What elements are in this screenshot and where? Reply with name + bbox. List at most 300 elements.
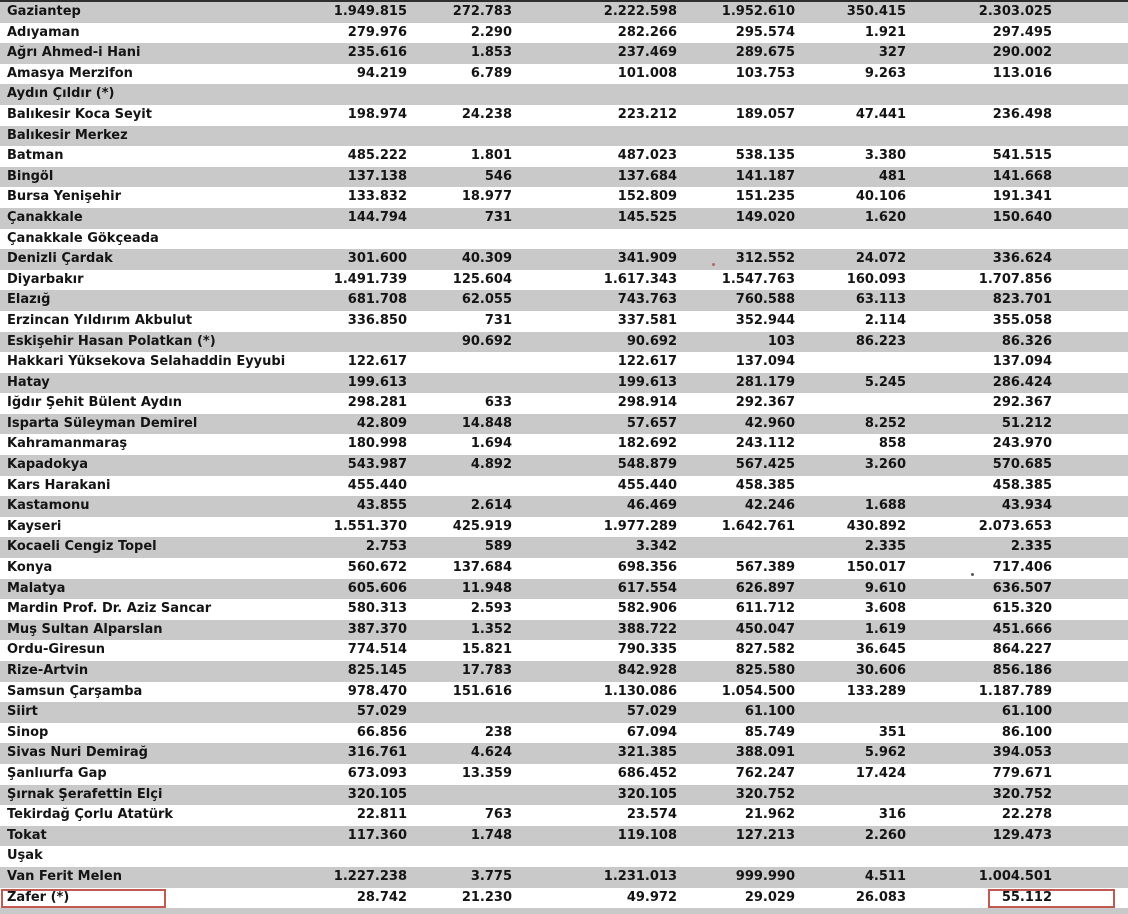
value-cell: 762.247 [735, 765, 795, 781]
value-cell: 282.266 [617, 24, 677, 40]
value-cell: 336.624 [992, 251, 1052, 267]
value-cell: 180.998 [347, 436, 407, 452]
value-cell: 61.100 [1001, 704, 1052, 720]
value-cell [240, 84, 407, 105]
value-cell: 67.094 [626, 724, 677, 740]
value-cell: 113.016 [992, 65, 1052, 81]
value-cell: 633 [484, 395, 512, 411]
value-cell: 3.342 [635, 539, 677, 555]
value-cell: 122.617 [617, 354, 677, 370]
value-cell: 1.227.238 [333, 868, 407, 884]
table-row [0, 84, 1128, 105]
airport-name-cell: Rize-Artvin [7, 663, 89, 678]
value-cell: 1.491.739 [333, 271, 407, 287]
value-cell: 321.385 [617, 745, 677, 761]
value-cell: 698.356 [617, 560, 677, 576]
airport-name-cell: Kastamonu [7, 498, 90, 514]
value-cell [795, 393, 906, 414]
value-cell: 481 [878, 168, 906, 184]
table-row [0, 805, 1128, 826]
value-cell: 57.029 [356, 704, 407, 720]
row-right-margin [1052, 558, 1128, 579]
value-cell: 2.114 [864, 312, 906, 328]
value-cell: 3.608 [864, 601, 906, 617]
value-cell: 289.675 [735, 45, 795, 61]
row-right-margin [1052, 846, 1128, 867]
value-cell: 2.335 [1010, 539, 1052, 555]
value-cell: 11.948 [461, 580, 512, 596]
value-cell: 636.507 [992, 580, 1052, 596]
value-cell: 717.406 [992, 560, 1052, 576]
value-cell: 86.223 [855, 333, 906, 349]
airport-name-cell: Ordu-Giresun [7, 642, 106, 658]
value-cell: 673.093 [347, 765, 407, 781]
value-cell [795, 702, 906, 723]
value-cell: 1.748 [470, 827, 512, 843]
value-cell [512, 126, 677, 147]
value-cell [677, 229, 795, 250]
row-right-margin [1052, 579, 1128, 600]
airport-name-cell: Van Ferit Melen [7, 868, 122, 884]
value-cell: 17.783 [461, 663, 512, 678]
value-cell: 8.252 [864, 415, 906, 431]
value-cell: 823.701 [992, 292, 1052, 308]
value-cell: 337.581 [617, 312, 677, 328]
row-right-margin [1052, 229, 1128, 250]
row-right-margin [1052, 826, 1128, 847]
table-row [0, 599, 1128, 620]
value-cell [677, 846, 795, 867]
highlight-box-zafer-total [988, 889, 1115, 908]
airport-name-cell: Uşak [7, 848, 43, 864]
airport-name-cell: Kayseri [7, 518, 62, 534]
airport-name-cell: Kahramanmaraş [7, 436, 128, 452]
table-row [0, 23, 1128, 44]
value-cell: 858 [878, 436, 906, 452]
value-cell: 6.789 [470, 65, 512, 81]
row-right-margin [1052, 249, 1128, 270]
value-cell [407, 373, 512, 394]
airport-name-cell: Eskişehir Hasan Polatkan (*) [7, 333, 216, 349]
value-cell: 548.879 [617, 457, 677, 473]
value-cell: 272.783 [452, 4, 512, 19]
value-cell: 292.367 [992, 395, 1052, 411]
value-cell [512, 229, 677, 250]
value-cell: 22.811 [356, 807, 407, 823]
dark-speck-artifact [971, 573, 974, 576]
value-cell: 388.091 [735, 745, 795, 761]
airport-name-cell: Kapadokya [7, 457, 89, 473]
value-cell: 4.511 [864, 868, 906, 884]
value-cell: 298.281 [347, 395, 407, 411]
airport-name-cell: Ağrı Ahmed-i Hani [7, 45, 141, 61]
value-cell: 191.341 [992, 189, 1052, 205]
value-cell: 4.624 [470, 745, 512, 761]
value-cell: 1.977.289 [603, 518, 677, 534]
row-right-margin [1052, 2, 1128, 23]
airport-name-cell: Çanakkale Gökçeada [7, 230, 159, 246]
row-right-margin [1052, 764, 1128, 785]
value-cell: 237.469 [617, 45, 677, 61]
value-cell: 151.616 [452, 683, 512, 699]
airport-name-cell: Samsun Çarşamba [7, 683, 143, 699]
table-row [0, 702, 1128, 723]
value-cell: 731 [484, 209, 512, 225]
table-row [0, 496, 1128, 517]
airport-name-cell: Balıkesir Merkez [7, 127, 128, 143]
value-cell: 681.708 [347, 292, 407, 308]
value-cell [677, 126, 795, 147]
row-right-margin [1052, 517, 1128, 538]
airport-name-cell: Amasya Merzifon [7, 65, 133, 81]
row-right-margin [1052, 23, 1128, 44]
value-cell: 3.260 [864, 457, 906, 473]
value-cell: 51.212 [1001, 415, 1052, 431]
value-cell [407, 229, 512, 250]
value-cell: 103.753 [735, 65, 795, 81]
value-cell: 1.707.856 [978, 271, 1052, 287]
table-row [0, 661, 1128, 682]
airport-name-cell: Zafer (*) [7, 889, 70, 905]
value-cell: 57.029 [626, 704, 677, 720]
row-right-margin [1052, 599, 1128, 620]
value-cell: 149.020 [735, 209, 795, 225]
value-cell: 24.072 [855, 251, 906, 267]
airport-name-cell: Iğdır Şehit Bülent Aydın [7, 395, 182, 411]
value-cell: 2.260 [864, 827, 906, 843]
value-cell: 626.897 [735, 580, 795, 596]
airport-name-cell: Gaziantep [7, 4, 81, 19]
value-cell [906, 126, 1052, 147]
value-cell: 458.385 [992, 477, 1052, 493]
value-cell: 117.360 [347, 827, 407, 843]
value-cell: 320.105 [347, 786, 407, 802]
value-cell: 1.853 [470, 45, 512, 61]
value-cell: 103 [767, 333, 795, 349]
value-cell: 541.515 [992, 148, 1052, 164]
value-cell: 119.108 [617, 827, 677, 843]
value-cell: 2.290 [470, 24, 512, 40]
value-cell: 3.775 [470, 868, 512, 884]
value-cell: 243.970 [992, 436, 1052, 452]
value-cell: 150.640 [992, 209, 1052, 225]
value-cell [906, 846, 1052, 867]
row-right-margin [1052, 537, 1128, 558]
table-row [0, 620, 1128, 641]
value-cell: 292.367 [735, 395, 795, 411]
value-cell: 615.320 [992, 601, 1052, 617]
value-cell: 61.100 [744, 704, 795, 720]
row-right-margin [1052, 682, 1128, 703]
value-cell: 236.498 [992, 106, 1052, 122]
value-cell: 235.616 [347, 45, 407, 61]
value-cell: 2.614 [470, 498, 512, 514]
row-right-margin [1052, 702, 1128, 723]
value-cell: 101.008 [617, 65, 677, 81]
value-cell [795, 846, 906, 867]
airport-name-cell: Denizli Çardak [7, 251, 113, 267]
value-cell: 137.684 [452, 560, 512, 576]
value-cell: 4.892 [470, 457, 512, 473]
value-cell [407, 476, 512, 497]
value-cell: 150.017 [846, 560, 906, 576]
value-cell: 1.054.500 [721, 683, 795, 699]
table-row [0, 311, 1128, 332]
table-row [0, 455, 1128, 476]
value-cell: 14.848 [461, 415, 512, 431]
table-row [0, 640, 1128, 661]
table-row [0, 414, 1128, 435]
value-cell: 1.921 [864, 24, 906, 40]
value-cell: 743.763 [617, 292, 677, 308]
airport-name-cell: Siirt [7, 704, 38, 720]
table-row [0, 373, 1128, 394]
value-cell: 686.452 [617, 765, 677, 781]
value-cell: 458.385 [735, 477, 795, 493]
value-cell: 223.212 [617, 106, 677, 122]
value-cell: 141.668 [992, 168, 1052, 184]
value-cell: 43.934 [1001, 498, 1052, 514]
value-cell [407, 126, 512, 147]
value-cell: 42.809 [356, 415, 407, 431]
value-cell: 605.606 [347, 580, 407, 596]
value-cell [407, 84, 512, 105]
value-cell: 1.642.761 [721, 518, 795, 534]
value-cell: 978.470 [347, 683, 407, 699]
airport-name-cell: Şırnak Şerafettin Elçi [7, 786, 163, 802]
value-cell: 137.138 [347, 168, 407, 184]
value-cell: 320.752 [735, 786, 795, 802]
value-cell: 388.722 [617, 621, 677, 637]
value-cell: 617.554 [617, 580, 677, 596]
airport-name-cell: Bursa Yenişehir [7, 189, 122, 205]
value-cell [407, 702, 512, 723]
value-cell: 842.928 [617, 663, 677, 678]
value-cell: 336.850 [347, 312, 407, 328]
airport-name-cell: Adıyaman [7, 24, 80, 40]
value-cell: 125.604 [452, 271, 512, 287]
value-cell: 760.588 [735, 292, 795, 308]
airport-name-cell: Tekirdağ Çorlu Atatürk [7, 807, 174, 823]
value-cell: 320.105 [617, 786, 677, 802]
airport-name-cell: Tokat [7, 827, 47, 843]
airport-name-cell: Kars Harakani [7, 477, 111, 493]
value-cell: 1.949.815 [333, 4, 407, 19]
value-cell: 430.892 [846, 518, 906, 534]
row-right-margin [1052, 270, 1128, 291]
value-cell: 17.424 [855, 765, 906, 781]
table-row [0, 723, 1128, 744]
value-cell: 26.083 [855, 889, 906, 905]
value-cell: 21.230 [461, 889, 512, 905]
value-cell: 856.186 [992, 663, 1052, 678]
value-cell: 774.514 [347, 642, 407, 658]
value-cell: 316.761 [347, 745, 407, 761]
value-cell: 451.666 [992, 621, 1052, 637]
value-cell: 582.906 [617, 601, 677, 617]
row-right-margin [1052, 455, 1128, 476]
table-row [0, 537, 1128, 558]
value-cell: 567.425 [735, 457, 795, 473]
value-cell: 42.246 [744, 498, 795, 514]
value-cell: 316 [878, 807, 906, 823]
value-cell: 827.582 [735, 642, 795, 658]
value-cell: 295.574 [735, 24, 795, 40]
value-cell: 3.380 [864, 148, 906, 164]
table-row [0, 867, 1128, 888]
value-cell: 567.389 [735, 560, 795, 576]
table-row [0, 579, 1128, 600]
table-row [0, 434, 1128, 455]
row-right-margin [1052, 393, 1128, 414]
value-cell: 864.227 [992, 642, 1052, 658]
value-cell: 1.694 [470, 436, 512, 452]
airport-name-cell: Erzincan Yıldırım Akbulut [7, 312, 193, 328]
next-row-partial [0, 908, 1128, 914]
value-cell: 350.415 [846, 4, 906, 19]
value-cell [240, 229, 407, 250]
row-right-margin [1052, 434, 1128, 455]
value-cell: 297.495 [992, 24, 1052, 40]
value-cell: 286.424 [992, 374, 1052, 390]
value-cell: 90.692 [626, 333, 677, 349]
airport-name-cell: Aydın Çıldır (*) [7, 86, 115, 102]
value-cell: 1.352 [470, 621, 512, 637]
value-cell: 779.671 [992, 765, 1052, 781]
airport-name-cell: Malatya [7, 580, 66, 596]
airport-name-cell: Elazığ [7, 292, 51, 308]
value-cell: 5.962 [864, 745, 906, 761]
value-cell: 763 [484, 807, 512, 823]
value-cell: 29.029 [744, 889, 795, 905]
value-cell: 42.960 [744, 415, 795, 431]
row-right-margin [1052, 743, 1128, 764]
value-cell: 2.073.653 [978, 518, 1052, 534]
airport-name-cell: Bingöl [7, 168, 54, 184]
value-cell: 1.952.610 [721, 4, 795, 19]
value-cell: 238 [484, 724, 512, 740]
value-cell: 731 [484, 312, 512, 328]
red-speck-artifact [712, 263, 715, 266]
value-cell: 560.672 [347, 560, 407, 576]
row-right-margin [1052, 64, 1128, 85]
value-cell: 66.856 [356, 724, 407, 740]
value-cell: 151.235 [735, 189, 795, 205]
value-cell: 22.278 [1001, 807, 1052, 823]
value-cell: 825.145 [347, 663, 407, 678]
value-cell: 327 [878, 45, 906, 61]
value-cell: 28.742 [356, 889, 407, 905]
row-right-margin [1052, 187, 1128, 208]
table-row [0, 270, 1128, 291]
row-right-margin [1052, 352, 1128, 373]
value-cell: 580.313 [347, 601, 407, 617]
row-right-margin [1052, 373, 1128, 394]
table-row [0, 126, 1128, 147]
value-cell [512, 84, 677, 105]
value-cell: 487.023 [617, 148, 677, 164]
value-cell: 355.058 [992, 312, 1052, 328]
value-cell: 394.053 [992, 745, 1052, 761]
value-cell [795, 476, 906, 497]
value-cell: 129.473 [992, 827, 1052, 843]
table-row [0, 167, 1128, 188]
table-row [0, 352, 1128, 373]
value-cell [795, 229, 906, 250]
airport-table [0, 2, 1128, 908]
airport-name-cell: Batman [7, 148, 64, 164]
value-cell: 2.335 [864, 539, 906, 555]
airport-name-cell: Sinop [7, 724, 49, 740]
airport-name-cell: Muş Sultan Alparslan [7, 621, 163, 637]
value-cell: 152.809 [617, 189, 677, 205]
value-cell: 133.289 [846, 683, 906, 699]
value-cell: 425.919 [452, 518, 512, 534]
value-cell: 290.002 [992, 45, 1052, 61]
value-cell: 281.179 [735, 374, 795, 390]
row-right-margin [1052, 167, 1128, 188]
value-cell: 21.962 [744, 807, 795, 823]
value-cell [407, 785, 512, 806]
row-right-margin [1052, 620, 1128, 641]
value-cell: 352.944 [735, 312, 795, 328]
value-cell: 2.222.598 [603, 4, 677, 19]
value-cell [407, 846, 512, 867]
table-row [0, 846, 1128, 867]
value-cell: 1.004.501 [978, 868, 1052, 884]
value-cell: 320.752 [992, 786, 1052, 802]
table-row [0, 249, 1128, 270]
value-cell: 485.222 [347, 148, 407, 164]
airport-name-cell: Mardin Prof. Dr. Aziz Sancar [7, 601, 212, 617]
row-right-margin [1052, 805, 1128, 826]
value-cell: 13.359 [461, 765, 512, 781]
row-right-margin [1052, 105, 1128, 126]
row-right-margin [1052, 414, 1128, 435]
value-cell: 189.057 [735, 106, 795, 122]
value-cell: 43.855 [356, 498, 407, 514]
value-cell: 298.914 [617, 395, 677, 411]
value-cell: 127.213 [735, 827, 795, 843]
value-cell [795, 785, 906, 806]
value-cell: 90.692 [461, 333, 512, 349]
value-cell [240, 126, 407, 147]
airport-name-cell: Isparta Süleyman Demirel [7, 415, 198, 431]
row-right-margin [1052, 476, 1128, 497]
table-row [0, 208, 1128, 229]
table-row [0, 764, 1128, 785]
value-cell: 589 [484, 539, 512, 555]
value-cell: 1.801 [470, 148, 512, 164]
value-cell: 62.055 [461, 292, 512, 308]
value-cell: 312.552 [735, 251, 795, 267]
value-cell: 137.684 [617, 168, 677, 184]
value-cell [677, 537, 795, 558]
value-cell: 9.610 [864, 580, 906, 596]
row-right-margin [1052, 496, 1128, 517]
table-row [0, 785, 1128, 806]
row-right-margin [1052, 785, 1128, 806]
table-row [0, 2, 1128, 23]
value-cell: 2.753 [365, 539, 407, 555]
value-cell: 351 [878, 724, 906, 740]
value-cell: 137.094 [735, 354, 795, 370]
value-cell: 1.688 [864, 498, 906, 514]
value-cell: 198.974 [347, 106, 407, 122]
airport-name-cell: Çanakkale [7, 209, 83, 225]
value-cell [795, 84, 906, 105]
value-cell: 243.112 [735, 436, 795, 452]
